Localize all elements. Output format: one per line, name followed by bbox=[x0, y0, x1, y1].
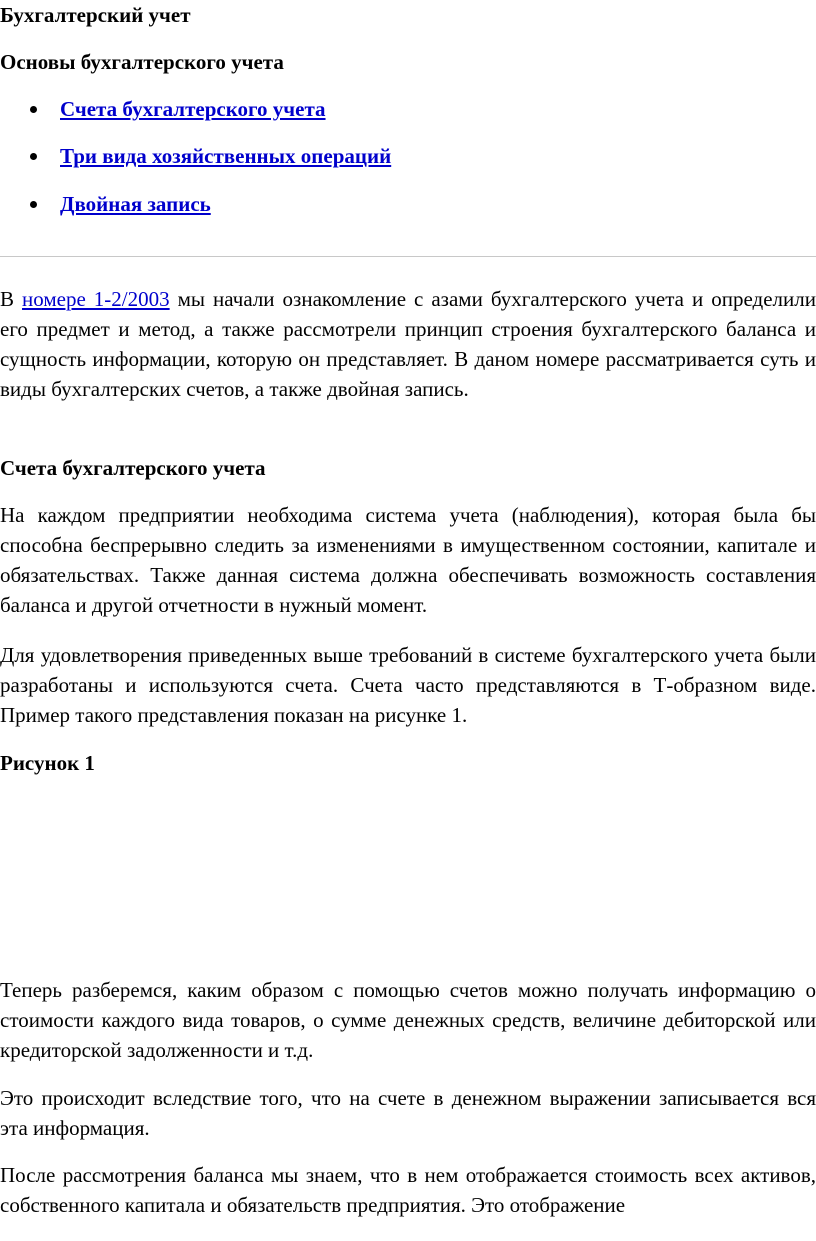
toc-item bbox=[0, 189, 816, 219]
body-paragraph: Теперь разберемся, каким образом с помощью счетов можно получать информацию о стоимости каждого вида товаров, о сумме денежных средств, величине дебиторской или кредиторской задолженности и т.д. bbox=[0, 978, 816, 1062]
intro-text: мы начали ознакомление с азами бухгалтерского учета и определили его предмет и метод, а также рассмотрели принцип строения бухгалтерского баланса и сущность информации, которую он представляет. В даном номере рассматривается суть и виды бухгалтерских счетов, а также двойная запись. bbox=[0, 287, 816, 401]
toc-link-accounts[interactable]: Счета бухгалтерского учета bbox=[60, 97, 326, 121]
intro-prefix: В bbox=[0, 287, 23, 311]
body-paragraph: Это происходит вследствие того, что на счете в денежном выражении записывается вся эта информация. bbox=[0, 1086, 816, 1140]
figure-caption: Рисунок 1 bbox=[0, 751, 95, 775]
horizontal-divider bbox=[0, 256, 816, 257]
toc-item bbox=[0, 141, 816, 171]
body-paragraph: Для удовлетворения приведенных выше требований в системе бухгалтерского учета были разработаны и используются счета. Счета часто представляются в Т-образном виде. Пример такого представления показан на рисунке 1. bbox=[0, 643, 816, 727]
figure-placeholder bbox=[0, 790, 816, 965]
toc-link-operations[interactable]: Три вида хозяйственных операций bbox=[60, 144, 392, 168]
body-paragraph: После рассмотрения баланса мы знаем, что в нем отображается стоимость всех активов, собственного капитала и обязательств предприятия. Это отображение bbox=[0, 1163, 816, 1217]
issue-link[interactable]: номере 1-2/2003 bbox=[22, 287, 170, 311]
section-heading: Счета бухгалтерского учета bbox=[0, 456, 266, 480]
page-subtitle: Основы бухгалтерского учета bbox=[0, 50, 284, 74]
bullet-icon bbox=[30, 201, 37, 208]
bullet-icon bbox=[30, 153, 37, 160]
toc-link-double-entry[interactable]: Двойная запись bbox=[60, 192, 211, 216]
page-title: Бухгалтерский учет bbox=[0, 3, 191, 27]
toc-item bbox=[0, 94, 816, 124]
body-paragraph: На каждом предприятии необходима система учета (наблюдения), которая была бы способна беспрерывно следить за изменениями в имущественном состоянии, капитале и обязательствах. Также данная система должна обеспечивать возможность составления баланса и другой отчетности в нужный момент. bbox=[0, 503, 816, 617]
bullet-icon bbox=[30, 106, 37, 113]
intro-paragraph bbox=[0, 284, 816, 404]
